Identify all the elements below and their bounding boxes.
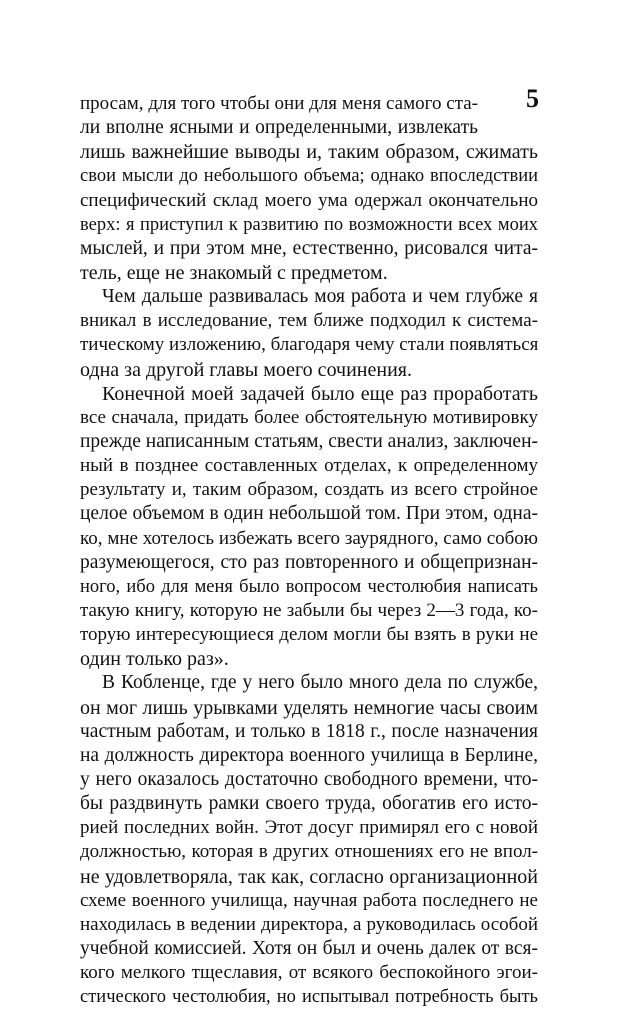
text-line: прежде написанным статьям, свести анализ, заключен- xyxy=(80,430,538,452)
text-line: ко, мне хотелось избежать всего заурядного, само собою xyxy=(80,527,538,549)
text-line: целое объемом в один небольшой том. При этом, одна- xyxy=(80,503,538,525)
text-line: находилась в ведении директора, а руководилась особой xyxy=(80,913,538,935)
text-line: торую интересующиеся делом могли бы взять в руки не xyxy=(80,624,538,646)
text-line: свои мысли до небольшого объема; однако впоследствии xyxy=(80,166,538,187)
text-line: стического честолюбия, но испытывал потребность быть xyxy=(80,987,538,1008)
text-line: у него оказалось достаточно свободного времени, что- xyxy=(80,768,538,790)
text-line: все сначала, придать более обстоятельную мотивировку xyxy=(80,406,538,428)
text-line: на должность директора военного училища в Берлине, xyxy=(80,744,538,766)
text-line: В Кобленце, где у него было много дела по службе, xyxy=(102,672,538,694)
text-line: должностью, которая в других отношениях его не впол- xyxy=(80,841,538,863)
text-line: ли вполне ясными и определенными, извлекать xyxy=(80,117,478,139)
text-line: ный в позднее составленных отделах, к определенному xyxy=(80,455,538,477)
text-line: тель, еще не знакомый с предметом. xyxy=(80,261,388,284)
text-line: бы раздвинуть рамки своего труда, обогатив его исто- xyxy=(80,793,538,815)
text-line: тическому изложению, благодаря чему стали появляться xyxy=(80,334,539,356)
text-line: мыслей, и при этом мне, естественно, рисовался чита- xyxy=(80,237,538,259)
text-line: ного, ибо для меня было вопросом честолюбия написать xyxy=(80,576,538,597)
text-line: кого мелкого тщеславия, от всякого беспокойного эгои- xyxy=(80,962,538,984)
text-line: одна за другой главы моего сочинения. xyxy=(80,358,412,381)
text-line: вникал в исследование, тем ближе подходил к системa- xyxy=(80,310,538,332)
text-line: схеме военного училища, научная работа последнего не xyxy=(80,889,538,911)
text-line: один только раз». xyxy=(80,648,229,671)
text-line: частным работам, и только в 1818 г., после назначения xyxy=(80,720,538,742)
text-line: рией последних войн. Этот досуг примирял его с новой xyxy=(80,817,538,839)
page-number: 5 xyxy=(526,84,539,113)
text-line: специфический склад моего ума одержал окончательно xyxy=(80,189,538,211)
text-line: учебной комиссией. Хотя он был и очень далек от вся- xyxy=(80,937,538,959)
text-line: просам, для того чтобы они для меня самого ста- xyxy=(80,93,478,114)
body-text xyxy=(80,92,538,1009)
text-line: Конечной моей задачей было еще раз проработать xyxy=(102,382,538,405)
text-line: результату и, таким образом, создать из всего стройное xyxy=(80,479,538,501)
text-line: верх: я приступил к развитию по возможности всех моих xyxy=(80,214,538,235)
text-line: Чем дальше развивалась моя работа и чем глубже я xyxy=(102,286,538,308)
text-line: не удовлетворяла, так как, согласно организационной xyxy=(80,865,538,888)
text-line: он мог лишь урывками уделять немногие часы своим xyxy=(80,696,538,719)
text-line: разумеющегося, сто раз повторенного и общепризнан- xyxy=(80,551,538,573)
text-line: такую книгу, которую не забыли бы через 2—3 года, ко- xyxy=(80,599,538,621)
text-line: лишь важнейшие выводы и, таким образом, сжимать xyxy=(80,141,538,164)
